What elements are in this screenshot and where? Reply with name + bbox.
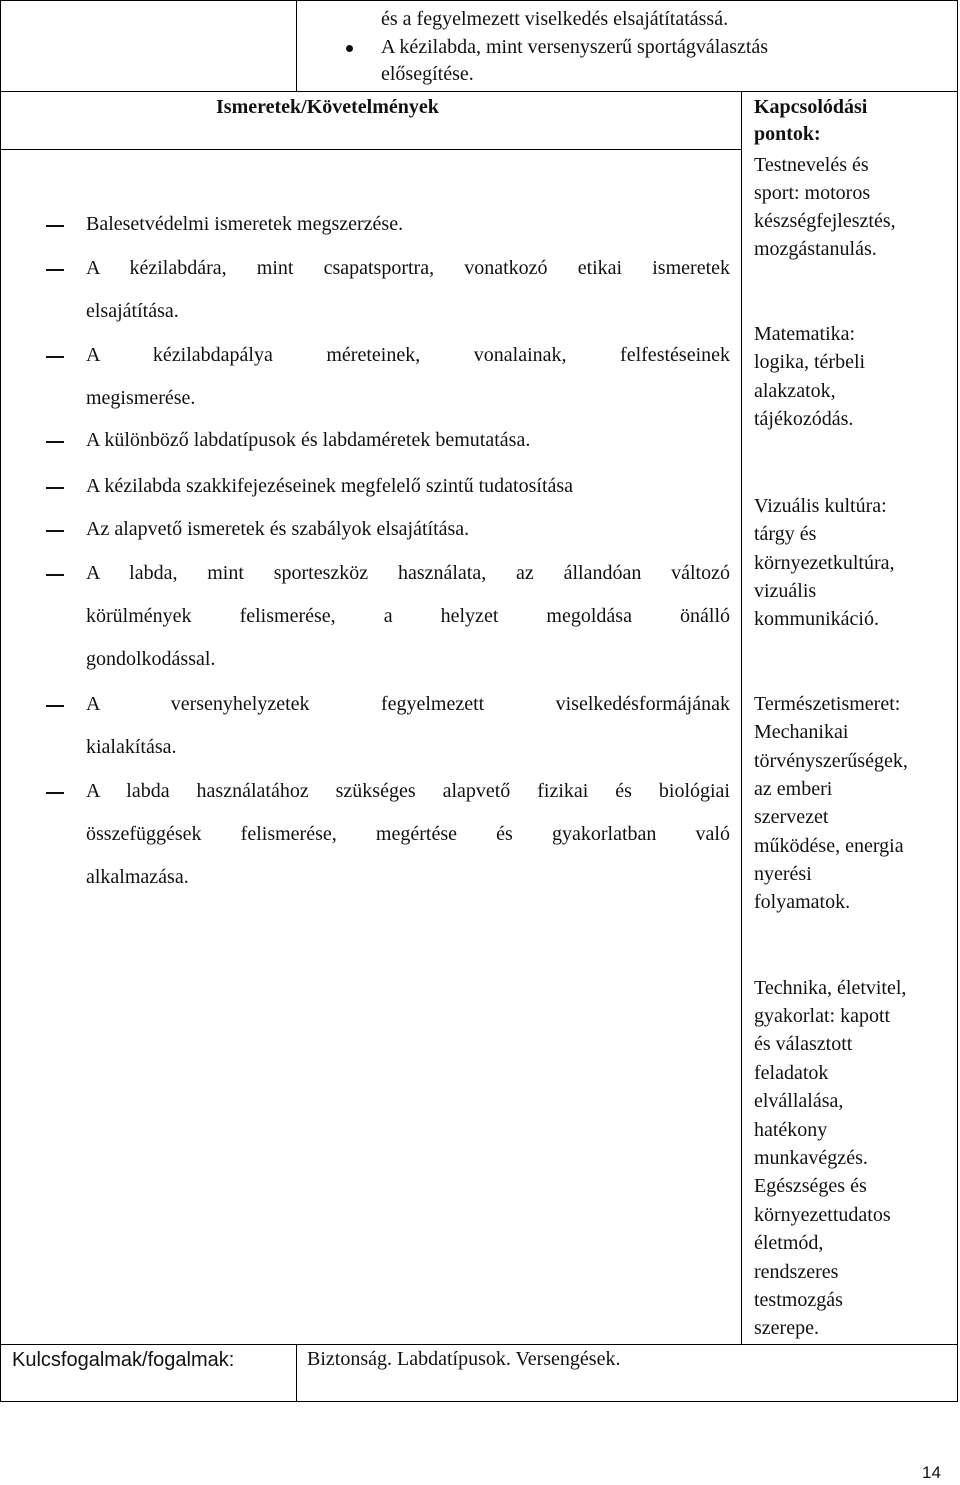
- keywords-divider: [296, 1344, 297, 1402]
- connection-5-line13: szerepe.: [754, 1317, 819, 1339]
- dash-icon: [46, 530, 64, 532]
- dash-icon: [46, 441, 64, 443]
- requirement-6: Az alapvető ismeretek és szabályok elsajátítása.: [86, 518, 470, 540]
- requirement-1: Balesetvédelmi ismeretek megszerzése.: [86, 213, 404, 235]
- connection-4-line3: törvényszerűségek,: [754, 750, 908, 772]
- top-row-bullet-line1: A kézilabda, mint versenyszerű sportágválasztás: [381, 36, 769, 58]
- connections-header-line2: pontok:: [754, 123, 821, 145]
- requirement-9-line2: összefüggések felismerése, megértése és gyakorlatban való: [86, 823, 730, 845]
- connection-3-line3: környezetkultúra,: [754, 552, 895, 574]
- dash-icon: [46, 225, 64, 227]
- dash-icon: [46, 705, 64, 707]
- connection-3-line2: tárgy és: [754, 523, 817, 545]
- table-border-left: [0, 0, 1, 1402]
- connection-4-line7: nyerési: [754, 863, 812, 885]
- top-row-divider: [296, 0, 297, 92]
- keywords-label: Kulcsfogalmak/fogalmak:: [12, 1349, 235, 1371]
- connection-4-line4: az emberi: [754, 778, 833, 800]
- table-border-top: [0, 0, 958, 1]
- requirement-2-line1: A kézilabdára, mint csapatsportra, vonatkozó etikai ismeretek: [86, 257, 730, 279]
- requirement-9-line1: A labda használatához szükséges alapvető fizikai és biológiai: [86, 780, 730, 802]
- requirement-7-line2: körülmények felismerése, a helyzet megoldása önálló: [86, 605, 730, 627]
- connection-5-line11: rendszeres: [754, 1261, 839, 1283]
- requirement-5: A kézilabda szakkifejezéseinek megfelelő szintű tudatosítása: [86, 475, 574, 497]
- connection-1-line4: mozgástanulás.: [754, 238, 877, 260]
- keywords-value: Biztonság. Labdatípusok. Versengések.: [307, 1348, 621, 1370]
- connection-5-line1: Technika, életvitel,: [754, 977, 907, 999]
- requirements-header: Ismeretek/Követelmények: [216, 96, 439, 118]
- requirement-4: A különböző labdatípusok és labdaméretek bemutatása.: [86, 429, 531, 451]
- connection-3-line4: vizuális: [754, 580, 817, 602]
- connection-3-line5: kommunikáció.: [754, 608, 879, 630]
- dash-icon: [46, 269, 64, 271]
- connection-1-line3: készségfejlesztés,: [754, 210, 896, 232]
- connection-5-line8: Egészséges és: [754, 1175, 867, 1197]
- connection-2-line3: alakzatok,: [754, 380, 836, 402]
- top-row-text: és a fegyelmezett viselkedés elsajátítatássá.: [381, 8, 729, 30]
- connection-5-line5: elvállalása,: [754, 1090, 844, 1112]
- connection-5-line4: feladatok: [754, 1062, 829, 1084]
- header-top-line: [0, 91, 958, 92]
- dash-icon: [46, 487, 64, 489]
- connection-2-line2: logika, térbeli: [754, 351, 866, 373]
- connection-4-line1: Természetismeret:: [754, 693, 901, 715]
- dash-icon: [46, 356, 64, 358]
- header-bottom-line: [0, 149, 742, 150]
- requirement-9-line3: alkalmazása.: [86, 866, 189, 888]
- connection-4-line8: folyamatok.: [754, 891, 851, 913]
- requirement-8-line1: A versenyhelyzetek fegyelmezett viselkedésformájának: [86, 693, 730, 715]
- dash-icon: [46, 792, 64, 794]
- connection-2-line4: tájékozódás.: [754, 408, 854, 430]
- requirement-8-line2: kialakítása.: [86, 736, 177, 758]
- connection-4-line2: Mechanikai: [754, 721, 849, 743]
- column-divider: [741, 91, 742, 1345]
- table-border-right: [957, 0, 958, 1402]
- connection-5-line2: gyakorlat: kapott: [754, 1005, 891, 1027]
- connection-5-line12: testmozgás: [754, 1289, 843, 1311]
- requirement-3-line1: A kézilabdapálya méreteinek, vonalainak, felfestéseinek: [86, 344, 730, 366]
- table-border-bottom: [0, 1401, 958, 1402]
- connections-header-line1: Kapcsolódási: [754, 96, 868, 118]
- top-row-bullet-line2: elősegítése.: [381, 63, 474, 85]
- requirement-2-line2: elsajátítása.: [86, 300, 179, 322]
- requirement-7-line1: A labda, mint sporteszköz használata, az állandóan változó: [86, 562, 730, 584]
- connection-5-line9: környezettudatos: [754, 1204, 891, 1226]
- bullet-icon: [346, 45, 353, 52]
- connection-4-line5: szervezet: [754, 806, 829, 828]
- requirement-3-line2: megismerése.: [86, 387, 196, 409]
- requirement-7-line3: gondolkodással.: [86, 648, 216, 670]
- connection-1-line1: Testnevelés és: [754, 154, 869, 176]
- connection-4-line6: működése, energia: [754, 835, 904, 857]
- connection-3-line1: Vizuális kultúra:: [754, 495, 887, 517]
- connection-5-line7: munkavégzés.: [754, 1147, 868, 1169]
- dash-icon: [46, 574, 64, 576]
- connection-5-line6: hatékony: [754, 1119, 828, 1141]
- connection-5-line10: életmód,: [754, 1232, 824, 1254]
- connection-1-line2: sport: motoros: [754, 182, 871, 204]
- connection-2-line1: Matematika:: [754, 323, 856, 345]
- page-number: 14: [922, 1463, 941, 1482]
- connection-5-line3: és választott: [754, 1033, 853, 1055]
